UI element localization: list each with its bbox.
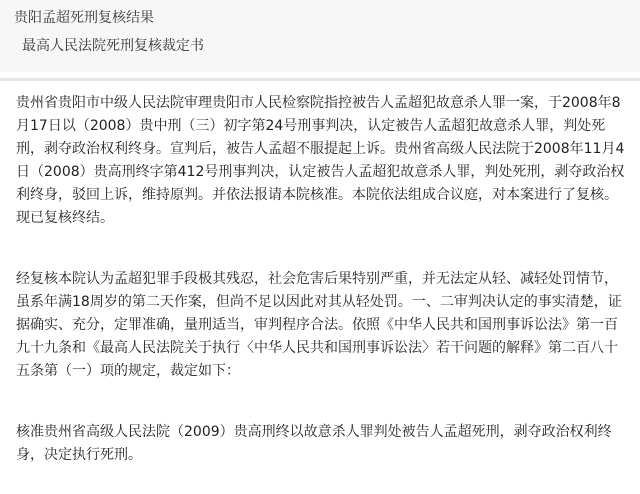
article-subtitle: 最高人民法院死刑复核裁定书 [22, 38, 204, 54]
section-divider [0, 78, 640, 81]
paragraph-trial-history: 贵州省贵阳市中级人民法院审理贵阳市人民检察院指控被告人孟超犯故意杀人罪一案，于2008年8月17日以（2008）贵中刑（三）初字第24号刑事判决，认定被告人孟超犯故意杀人罪，判处死刑，剥夺政治权利终身。宣判后，被告人孟超不服提起上诉。贵州省高级人民法院于2008年11月4日（2008）贵高刑终字第412号刑事判决，认定被告人孟超犯故意杀人罪，判处死刑，剥夺政治权利终身，驳回上诉，维持原判。并依法报请本院核准。本院依法组成合议庭，对本案进行了复核。现已复核终结。 [16, 95, 625, 226]
title-block [0, 0, 640, 72]
paragraph-ruling: 核准贵州省高级人民法院（2009）贵高刑终以故意杀人罪判处被告人孟超死刑，剥夺政治权利终身，决定执行死刑。 [16, 424, 612, 463]
paragraph-review-opinion: 经复核本院认为孟超犯罪手段极其残忍，社会危害后果特别严重，并无法定从轻、减轻处罚情节，虽系年满18周岁的第二天作案，但尚不足以因此对其从轻处罚。一、二审判决认定的事实清楚，证据确实、充分，定罪准确，量刑适当，审判程序合法。依照《中华人民共和国刑事诉讼法》第一百九十九条和《最高人民法院关于执行〈中华人民共和国刑事诉讼法〉若干问题的解释》第二百八十五条第（一）项的规定，裁定如下： [16, 271, 622, 379]
article-title: 贵阳孟超死刑复核结果 [14, 10, 154, 26]
